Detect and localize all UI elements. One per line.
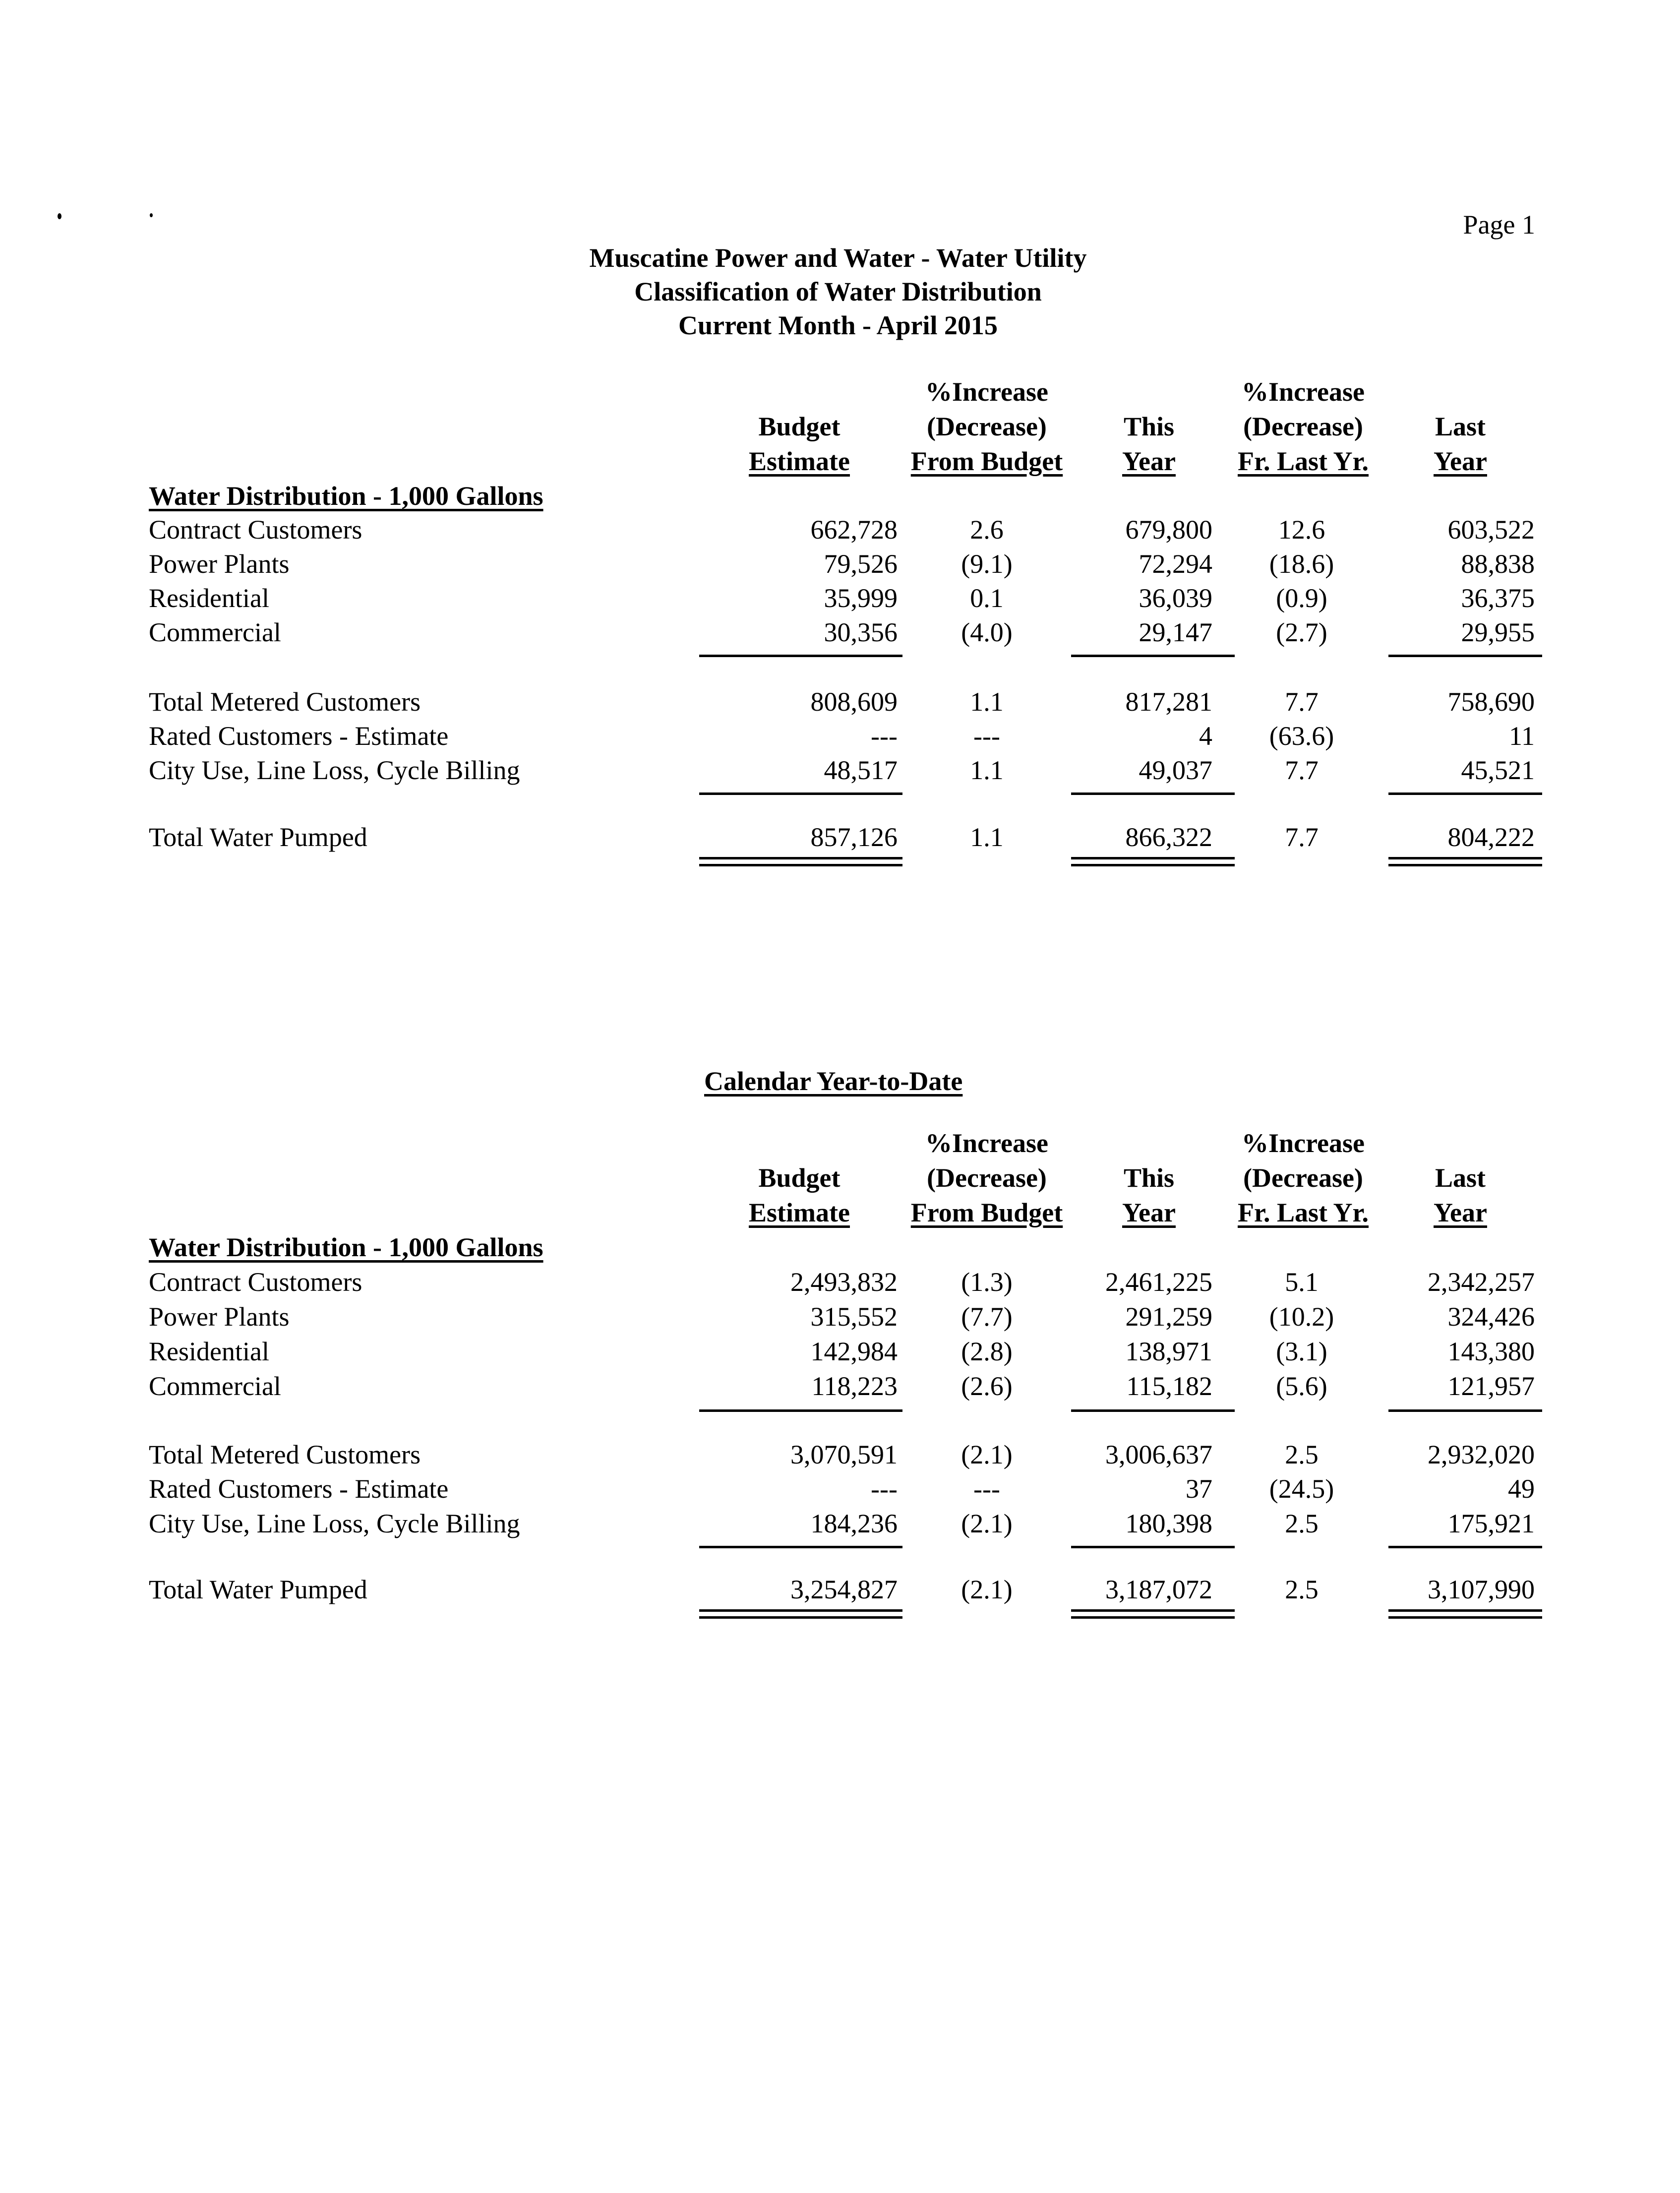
cell-pct-budget: (4.0): [961, 617, 1013, 647]
cell-last-year: 324,426: [1447, 1302, 1535, 1332]
cell-last-year: 45,521: [1461, 755, 1535, 785]
column-header-last-year: Last: [1435, 412, 1486, 441]
cell-pct-budget: (9.1): [961, 549, 1013, 579]
cell-last-year: 3,107,990: [1428, 1575, 1535, 1604]
cell-pct-budget: 1.1: [970, 687, 1004, 717]
cell-this-year: 3,006,637: [1105, 1440, 1212, 1469]
cell-budget: 184,236: [810, 1509, 898, 1538]
cell-last-year: 143,380: [1447, 1337, 1535, 1366]
report-period: Current Month - April 2015: [678, 310, 998, 340]
subtotal-rule: [1388, 655, 1542, 657]
row-label: Contract Customers: [149, 515, 362, 545]
column-header-pct-last: (Decrease): [1243, 412, 1363, 441]
cell-this-year: 29,147: [1139, 617, 1212, 647]
cell-this-year: 72,294: [1139, 549, 1212, 579]
cell-last-year: 11: [1509, 721, 1535, 751]
cell-budget: 35,999: [824, 583, 898, 613]
cell-pct-budget: 1.1: [970, 822, 1004, 852]
subtotal-rule: [1388, 1409, 1542, 1412]
cell-pct-budget: (2.1): [961, 1509, 1013, 1538]
cell-this-year: 679,800: [1125, 515, 1212, 545]
cell-pct-last: 12.6: [1278, 515, 1325, 545]
cell-last-year: 175,921: [1447, 1509, 1535, 1538]
cell-pct-last: 2.5: [1285, 1575, 1319, 1604]
cell-this-year: 37: [1186, 1474, 1212, 1504]
cell-this-year: 36,039: [1139, 583, 1212, 613]
cell-pct-last: (3.1): [1276, 1337, 1327, 1366]
column-header-budget: Budget: [758, 1163, 840, 1193]
cell-pct-last: (18.6): [1269, 549, 1334, 579]
row-label: Power Plants: [149, 549, 290, 579]
row-label: Commercial: [149, 617, 281, 647]
report-subtitle: Classification of Water Distribution: [634, 277, 1042, 306]
row-label: Contract Customers: [149, 1267, 362, 1297]
cell-last-year: 36,375: [1461, 583, 1535, 613]
cell-this-year: 866,322: [1125, 822, 1212, 852]
subtotal-rule: [1071, 1409, 1235, 1412]
column-header-pct-last: (Decrease): [1243, 1163, 1363, 1193]
cell-pct-budget: 2.6: [970, 515, 1004, 545]
cell-budget: 808,609: [810, 687, 898, 717]
total-double-rule: [1388, 1616, 1542, 1619]
cell-pct-last: 7.7: [1285, 687, 1319, 717]
cell-last-year: 121,957: [1447, 1371, 1535, 1401]
cell-last-year: 758,690: [1447, 687, 1535, 717]
cell-budget: 3,070,591: [790, 1440, 898, 1469]
cell-budget: 142,984: [810, 1337, 898, 1366]
subtotal-rule: [699, 1546, 902, 1548]
column-header-pct-budget: From Budget: [910, 1198, 1063, 1227]
total-double-rule: [1388, 857, 1542, 859]
total-double-rule: [1071, 864, 1235, 866]
row-label: Total Water Pumped: [149, 1575, 367, 1604]
cell-this-year: 2,461,225: [1105, 1267, 1212, 1297]
page-number: Page 1: [1463, 210, 1535, 240]
cell-pct-last: (10.2): [1269, 1302, 1334, 1332]
total-double-rule: [1388, 1609, 1542, 1612]
cell-this-year: 817,281: [1125, 687, 1212, 717]
cell-this-year: 180,398: [1125, 1509, 1212, 1538]
section-label: Water Distribution - 1,000 Gallons: [149, 1232, 543, 1262]
cell-pct-last: 7.7: [1285, 822, 1319, 852]
subtotal-rule: [1071, 655, 1235, 657]
total-double-rule: [1388, 864, 1542, 866]
column-header-pct-budget: %Increase: [925, 1128, 1048, 1158]
column-header-this-year: This: [1123, 412, 1175, 441]
column-header-pct-budget: (Decrease): [927, 1163, 1047, 1193]
cell-this-year: 138,971: [1125, 1337, 1212, 1366]
row-label: Rated Customers - Estimate: [149, 1474, 449, 1504]
subtotal-rule: [1388, 1546, 1542, 1548]
cell-last-year: 29,955: [1461, 617, 1535, 647]
cell-pct-last: (63.6): [1269, 721, 1334, 751]
cell-this-year: 4: [1199, 721, 1212, 751]
cell-this-year: 3,187,072: [1105, 1575, 1212, 1604]
cell-pct-budget: 1.1: [970, 755, 1004, 785]
column-header-budget: Budget: [758, 412, 840, 441]
cell-pct-last: 7.7: [1285, 755, 1319, 785]
cell-last-year: 2,932,020: [1428, 1440, 1535, 1469]
cell-pct-budget: ---: [973, 721, 1000, 751]
cell-budget: 857,126: [810, 822, 898, 852]
column-header-pct-budget: %Increase: [925, 377, 1048, 407]
cell-pct-budget: ---: [973, 1474, 1000, 1504]
cell-budget: 2,493,832: [790, 1267, 898, 1297]
cell-last-year: 603,522: [1447, 515, 1535, 545]
row-label: Power Plants: [149, 1302, 290, 1332]
subtotal-rule: [699, 1409, 902, 1412]
total-double-rule: [699, 1616, 902, 1619]
cell-pct-last: 2.5: [1285, 1509, 1319, 1538]
section-label: Water Distribution - 1,000 Gallons: [149, 481, 543, 511]
column-header-pct-budget: From Budget: [910, 446, 1063, 476]
row-label: Commercial: [149, 1371, 281, 1401]
cell-pct-budget: (1.3): [961, 1267, 1013, 1297]
cell-budget: 79,526: [824, 549, 898, 579]
column-header-pct-last: Fr. Last Yr.: [1237, 446, 1369, 476]
cell-budget: 30,356: [824, 617, 898, 647]
cell-pct-last: (24.5): [1269, 1474, 1334, 1504]
column-header-budget: Estimate: [749, 446, 850, 476]
column-header-last-year: Year: [1434, 446, 1487, 476]
cell-this-year: 49,037: [1139, 755, 1212, 785]
cell-budget: 118,223: [811, 1371, 898, 1401]
cell-pct-last: (5.6): [1276, 1371, 1327, 1401]
total-double-rule: [699, 1609, 902, 1612]
row-label: Residential: [149, 1337, 269, 1366]
total-double-rule: [1071, 1609, 1235, 1612]
cell-pct-last: 5.1: [1285, 1267, 1319, 1297]
cell-budget: 315,552: [810, 1302, 898, 1332]
row-label: Rated Customers - Estimate: [149, 721, 449, 751]
cell-budget: ---: [871, 721, 898, 751]
column-header-this-year: Year: [1122, 446, 1176, 476]
column-header-pct-last: Fr. Last Yr.: [1237, 1198, 1369, 1227]
column-header-pct-last: %Increase: [1242, 1128, 1365, 1158]
cell-pct-budget: (2.1): [961, 1575, 1013, 1604]
total-double-rule: [699, 857, 902, 859]
cell-last-year: 2,342,257: [1428, 1267, 1535, 1297]
cell-pct-budget: 0.1: [970, 583, 1004, 613]
ytd-title: Calendar Year-to-Date: [704, 1066, 963, 1096]
scan-mark: [58, 213, 61, 219]
column-header-last-year: Year: [1434, 1198, 1487, 1227]
report-title: Muscatine Power and Water - Water Utility: [589, 243, 1087, 273]
total-double-rule: [1071, 1616, 1235, 1619]
subtotal-rule: [699, 792, 902, 795]
cell-budget: ---: [871, 1474, 898, 1504]
cell-last-year: 804,222: [1447, 822, 1535, 852]
column-header-pct-budget: (Decrease): [927, 412, 1047, 441]
cell-this-year: 115,182: [1126, 1371, 1212, 1401]
cell-pct-budget: (7.7): [961, 1302, 1013, 1332]
cell-pct-last: 2.5: [1285, 1440, 1319, 1469]
cell-last-year: 88,838: [1461, 549, 1535, 579]
column-header-pct-last: %Increase: [1242, 377, 1365, 407]
row-label: Total Water Pumped: [149, 822, 367, 852]
subtotal-rule: [1388, 792, 1542, 795]
cell-budget: 48,517: [824, 755, 898, 785]
column-header-this-year: This: [1123, 1163, 1175, 1193]
scan-mark: [150, 213, 153, 217]
row-label: Total Metered Customers: [149, 687, 421, 717]
cell-pct-budget: (2.1): [961, 1440, 1013, 1469]
total-double-rule: [699, 864, 902, 866]
total-double-rule: [1071, 857, 1235, 859]
cell-pct-last: (2.7): [1276, 617, 1327, 647]
subtotal-rule: [699, 655, 902, 657]
column-header-budget: Estimate: [749, 1198, 850, 1227]
row-label: City Use, Line Loss, Cycle Billing: [149, 755, 520, 785]
cell-last-year: 49: [1508, 1474, 1535, 1504]
cell-this-year: 291,259: [1125, 1302, 1212, 1332]
cell-budget: 3,254,827: [790, 1575, 898, 1604]
row-label: Total Metered Customers: [149, 1440, 421, 1469]
cell-pct-last: (0.9): [1276, 583, 1327, 613]
subtotal-rule: [1071, 1546, 1235, 1548]
row-label: City Use, Line Loss, Cycle Billing: [149, 1509, 520, 1538]
column-header-this-year: Year: [1122, 1198, 1176, 1227]
subtotal-rule: [1071, 792, 1235, 795]
cell-pct-budget: (2.8): [961, 1337, 1013, 1366]
cell-pct-budget: (2.6): [961, 1371, 1013, 1401]
row-label: Residential: [149, 583, 269, 613]
cell-budget: 662,728: [810, 515, 898, 545]
column-header-last-year: Last: [1435, 1163, 1486, 1193]
